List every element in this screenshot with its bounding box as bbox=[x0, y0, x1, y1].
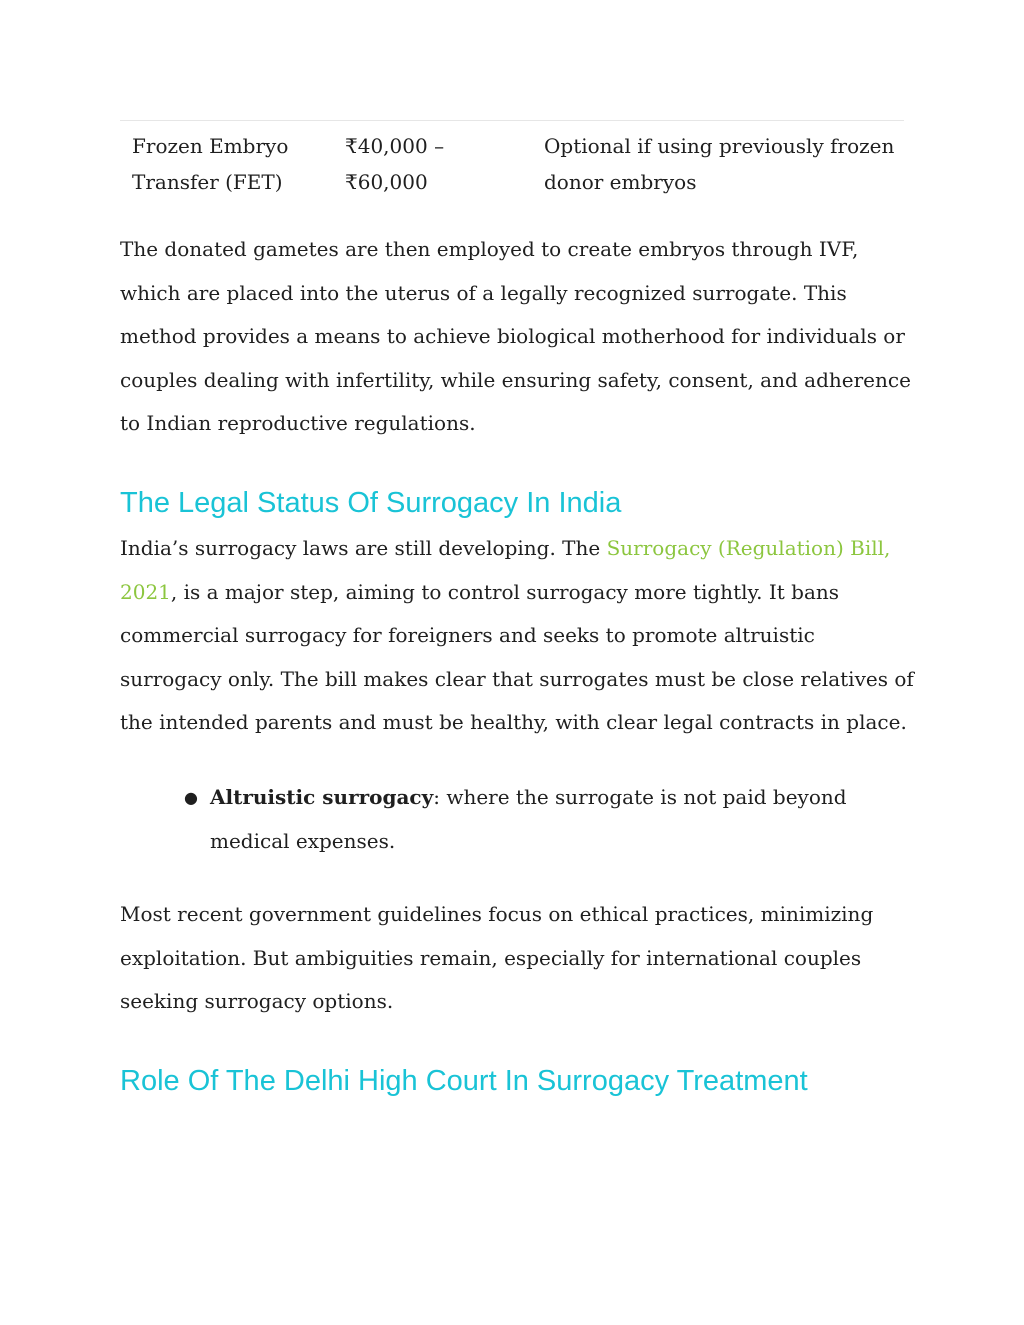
delhi-high-court-heading: Role Of The Delhi High Court In Surrogacy Treatment bbox=[120, 1065, 808, 1097]
cost-table-row bbox=[120, 128, 904, 200]
legal-status-heading: The Legal Status Of Surrogacy In India bbox=[120, 487, 622, 519]
list-item bbox=[120, 776, 920, 863]
surrogacy-bill-link[interactable]: Surrogacy (Regulation) Bill, 2021 bbox=[120, 536, 891, 604]
bullet-icon: ● bbox=[184, 788, 198, 807]
legal-status-paragraph bbox=[120, 527, 920, 745]
legal-para-text-start: India’s surrogacy laws are still developing. The bbox=[120, 536, 607, 560]
intro-paragraph: The donated gametes are then employed to create embryos through IVF, which are placed into the uterus of a legally recognized surrogate. This method provides a means to achieve biological motherhood for individuals or couples dealing with infertility, while ensuring safety, consent, and adherence to Indian reproductive regulations. bbox=[120, 237, 911, 435]
guidelines-paragraph: Most recent government guidelines focus on ethical practices, minimizing exploitation. But ambiguities remain, especially for international couples seeking surrogacy options. bbox=[120, 902, 874, 1013]
table-cell-item: Frozen Embryo Transfer (FET) bbox=[132, 134, 289, 194]
table-cell-cost: ₹40,000 – ₹60,000 bbox=[345, 134, 445, 194]
legal-para-text-end: , is a major step, aiming to control surrogacy more tightly. It bans commercial surrogacy for foreigners and seeks to promote altruistic surrogacy only. The bill makes clear that surrogates must be close relatives of the intended parents and must be healthy, with clear legal contracts in place. bbox=[120, 579, 914, 734]
bullet-term: Altruistic surrogacy bbox=[210, 785, 434, 809]
surrogacy-type-list bbox=[120, 776, 920, 863]
table-cell-note: Optional if using previously frozen donor embryos bbox=[544, 134, 895, 194]
bullet-text: : where the surrogate is not paid beyond medical expenses. bbox=[210, 785, 847, 853]
table-top-border bbox=[120, 120, 904, 121]
